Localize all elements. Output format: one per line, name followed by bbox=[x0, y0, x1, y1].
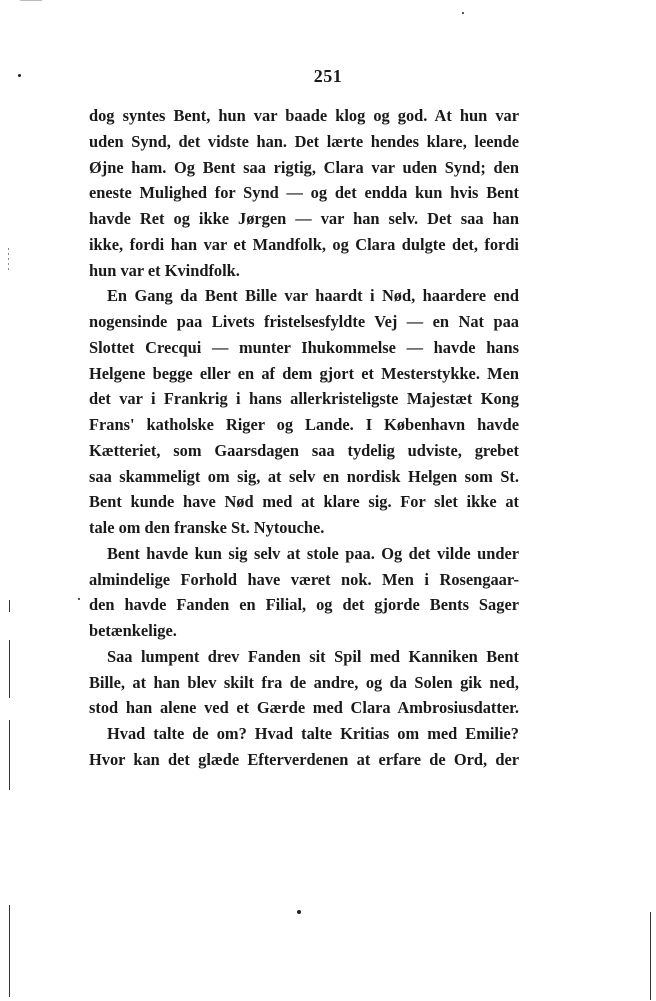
paragraph-1 bbox=[89, 103, 519, 283]
page-number: 251 bbox=[313, 66, 343, 86]
text-line: Bent havde kun sig selv at stole paa. Og det vilde under bbox=[107, 543, 519, 563]
text-line: Helgene begge eller en af dem gjort et Mesterstykke. Men bbox=[89, 363, 519, 383]
text-line: En Gang da Bent Bille var haardt i Nød, haardere end bbox=[107, 286, 519, 306]
scan-edge-left-lower bbox=[9, 720, 10, 790]
text-line: uden Synd, det vidste han. Det lærte hendes klare, leende bbox=[89, 131, 519, 151]
text-line: saa skammeligt om sig, at selv en nordisk Helgen som St. bbox=[89, 466, 519, 486]
scan-edge-left-mid bbox=[9, 600, 10, 612]
scan-edge-left-bottom bbox=[9, 905, 10, 997]
text-line: almindelige Forhold have været nok. Men i Rosengaar- bbox=[89, 569, 519, 589]
scan-dashed-edge-upper bbox=[8, 248, 9, 270]
paragraph-5 bbox=[89, 721, 519, 773]
scan-dot-margin bbox=[78, 598, 80, 600]
scan-edge-right-bottom bbox=[650, 912, 651, 1000]
text-line: tale om den franske St. Nytouche. bbox=[89, 518, 325, 537]
scan-dot-bottom bbox=[297, 910, 301, 914]
paragraph-3 bbox=[89, 541, 519, 644]
text-line: ikke, fordi han var et Mandfolk, og Clara dulgte det, fordi bbox=[89, 234, 519, 254]
text-line: Kætteriet, som Gaarsdagen saa tydelig udviste, grebet bbox=[89, 440, 519, 460]
text-line: Slottet Crecqui — munter Ihukommelse — havde hans bbox=[89, 337, 519, 357]
text-line: Frans' katholske Riger og Lande. I København havde bbox=[89, 415, 519, 434]
text-line: Øjne ham. Og Bent saa rigtig, Clara var uden Synd; den bbox=[89, 157, 519, 177]
text-line: Saa lumpent drev Fanden sit Spil med Kanniken Bent bbox=[107, 646, 519, 666]
text-line: havde Ret og ikke Jørgen — var han selv. Det saa han bbox=[89, 209, 519, 228]
scan-mark-top-left bbox=[20, 0, 42, 1]
scan-dot-top-right bbox=[462, 12, 464, 14]
text-line: betænkelige. bbox=[89, 621, 177, 640]
text-line: hun var et Kvindfolk. bbox=[89, 260, 240, 280]
text-line: Bille, at han blev skilt fra de andre, og da Solen gik ned, bbox=[89, 672, 519, 692]
text-line: dog syntes Bent, hun var baade klog og god. At hun var bbox=[89, 106, 519, 125]
body-text bbox=[89, 103, 519, 773]
scan-edge-left bbox=[9, 640, 10, 698]
text-line: den havde Fanden en Filial, og det gjorde Bents Sager bbox=[89, 595, 519, 615]
text-line: det var i Frankrig i hans allerkristeligste Majestæt Kong bbox=[89, 389, 519, 409]
text-line: stod han alene ved et Gærde med Clara Ambrosiusdatter. bbox=[89, 698, 519, 718]
paragraph-4 bbox=[89, 644, 519, 721]
paragraph-2 bbox=[89, 283, 519, 541]
text-line: nogensinde paa Livets fristelsesfyldte Vej — en Nat paa bbox=[89, 312, 519, 331]
text-line: eneste Mulighed for Synd — og det endda kun hvis Bent bbox=[89, 183, 519, 203]
text-line: Bent kunde have Nød med at klare sig. For slet ikke at bbox=[89, 492, 519, 512]
text-line: Hvor kan det glæde Efterverdenen at erfare de Ord, der bbox=[89, 749, 519, 769]
text-line: Hvad talte de om? Hvad talte Kritias om med Emilie? bbox=[107, 724, 519, 743]
